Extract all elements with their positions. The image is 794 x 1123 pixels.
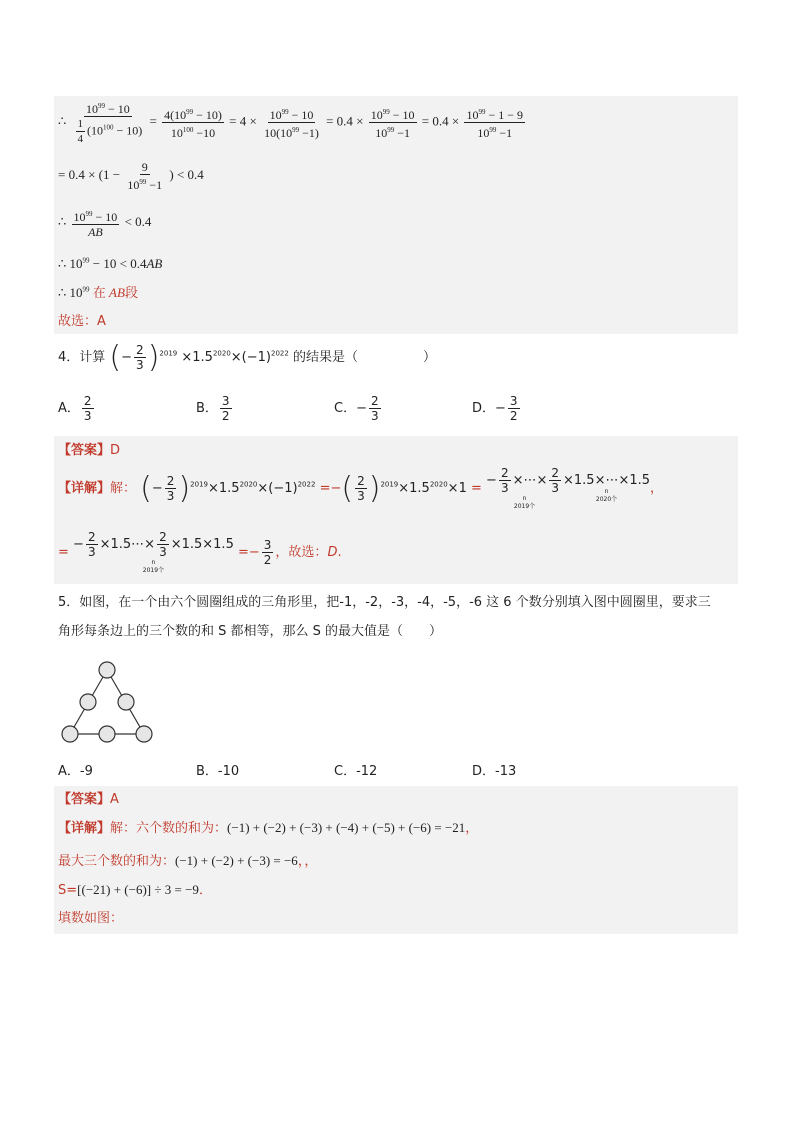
q5-option-b[interactable]: B．-10 <box>196 764 240 779</box>
fraction: $\frac{4(10^{99} - 10)}{10^{100} -10}$ <box>162 105 224 140</box>
circle-top <box>99 662 115 678</box>
fraction: $\frac{10^{99} - 10}{10^{99} -1}$ <box>369 105 417 140</box>
q5-option-c[interactable]: C．-12 <box>334 764 378 779</box>
q4-option-a[interactable]: A． $\frac{2}{3}$ <box>58 394 92 423</box>
q5-detail-4: 填数如图： <box>58 911 124 926</box>
prev-line-1: ∴ $10^{99} - 10$ $\frac{1}{4}$ $(10^{100} - 10)$ = $\frac{4(10^{99} - 10)}{10^{100} -10}$ = 4 × $\frac{10^{99} - 10}{10(10^{99} -1)}$ = 0.4 × $\frac{10^{99} - 10}{10^{99} -1}$ = 0.4 × $\frac{10^{99} - 1 - 9}{10^{99} -1}$ <box>58 99 527 146</box>
circle-bottom-mid <box>99 726 115 742</box>
q5-detail-2: 最大三个数的和为：(−1) + (−2) + (−3) = −6，， <box>58 853 318 869</box>
prev-line-5: ∴ $10^{99}$ 在 AB段 <box>58 285 138 301</box>
prev-line-3: ∴ $\frac{10^{99} - 10}{AB}$ < 0.4 <box>58 207 151 239</box>
fraction: $\frac{10^{99} - 10}{10(10^{99} -1)}$ <box>262 105 321 140</box>
q4-detail-2: = − $\frac{2}{3}$ ×1.5⋯× $\frac{2}{3}$ ×1.5×1.5 n 2019个 =− $\frac{3}{2}$ ，故选：D. <box>58 530 342 574</box>
q5-detail-3: S=[(−21) + (−6)] ÷ 3 = −9． <box>58 882 212 898</box>
q5-question-line-2: 角形每条边上的三个数的和 S 都相等，那么 S 的最大值是（ ） <box>58 624 443 639</box>
fraction: $10^{99} - 10$ $\frac{1}{4}$ $(10^{100} - 10)$ <box>72 99 145 146</box>
q4-option-c[interactable]: C．− $\frac{2}{3}$ <box>334 394 379 423</box>
circle-bottom-left <box>62 726 78 742</box>
prev-line-4: ∴ $10^{99} - 10 < 0.4AB$ <box>58 256 163 271</box>
q4-detail-1: 【详解】解： (− $\frac{2}{3}$ )$^{2019}\times 1.5^{2020}\times(-1)^{2022}$ =−( $\frac{2}{3}$ )$^{2019}\times 1.5^{2020}\times 1$ = − $\frac{2}{3}$ ×⋯× $\frac{2}{3}$ n 2019个 ×1.5×⋯×1.5 n 2020个 ， <box>58 466 664 510</box>
fraction: $\frac{9}{10^{99} -1}$ <box>127 160 163 192</box>
fraction: $\frac{10^{99} - 10}{AB}$ <box>72 207 120 239</box>
circle-mid-right <box>118 694 134 710</box>
q5-question-line-1: 5．如图，在一个由六个圆圈组成的三角形里，把-1，-2，-3，-4，-5，-6 这 6 个数分别填入图中圆圈里，要求三 <box>58 595 711 610</box>
q4-option-d[interactable]: D．− $\frac{3}{2}$ <box>472 394 518 423</box>
triangle-circles-figure <box>58 658 158 748</box>
therefore-symbol: ∴ <box>58 113 67 129</box>
q4-answer: 【答案】D <box>58 443 121 458</box>
circle-mid-left <box>80 694 96 710</box>
q5-detail-1: 【详解】解：六个数的和为：(−1) + (−2) + (−3) + (−4) + (−5) + (−6) = −21， <box>58 820 479 836</box>
q4-option-b[interactable]: B． $\frac{3}{2}$ <box>196 394 230 423</box>
q5-option-a[interactable]: A．-9 <box>58 764 93 779</box>
prev-answer: 故选：A <box>58 314 106 329</box>
q4-question: 4．计算 (− $\frac{2}{3}$ )$^{2019} \times 1.5^{2020}\times(-1)^{2022}$ 的结果是（ ） <box>58 340 436 375</box>
q5-option-d[interactable]: D．-13 <box>472 764 517 779</box>
prev-line-2: = 0.4 × (1 − $\frac{9}{10^{99} -1}$ ) < 0.4 <box>58 160 204 192</box>
circle-bottom-right <box>136 726 152 742</box>
fraction: $\frac{10^{99} - 1 - 9}{10^{99} -1}$ <box>464 105 525 140</box>
q5-answer: 【答案】A <box>58 792 119 807</box>
